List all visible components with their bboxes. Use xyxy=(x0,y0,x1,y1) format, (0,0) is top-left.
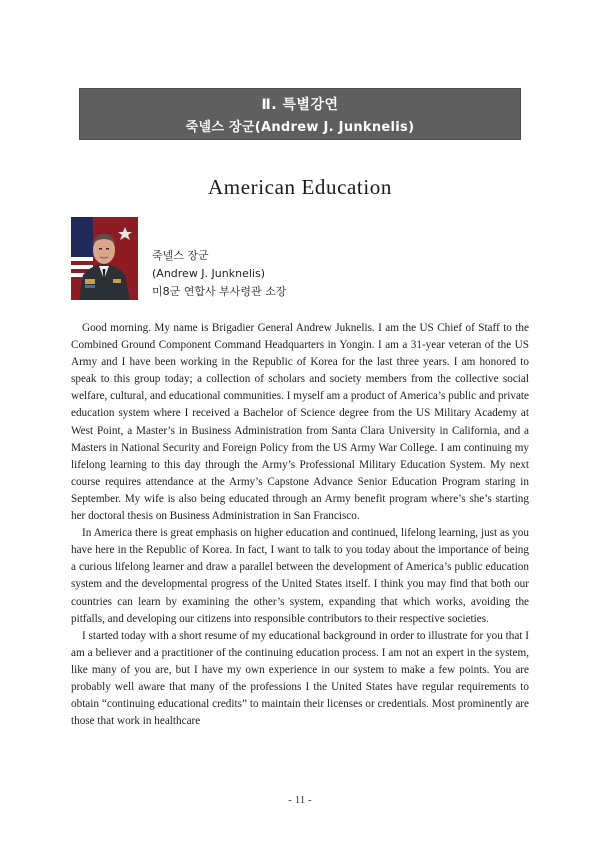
section-header xyxy=(79,88,521,140)
page-number: - 11 - xyxy=(288,794,312,806)
section-title: Ⅱ. 특별강연 xyxy=(261,97,339,113)
speaker-name-korean: 죽넬스 장군 xyxy=(152,249,209,262)
speaker-heading: 죽넬스 장군(Andrew J. Junknelis) xyxy=(185,120,415,135)
speaker-position: 미8군 연합사 부사령관 소장 xyxy=(152,285,287,298)
speaker-portrait xyxy=(71,217,138,300)
speaker-name-english: (Andrew J. Junknelis) xyxy=(152,267,265,280)
paragraph: In America there is great emphasis on higher education and continued, lifelong learning, just as you have here in the Republic of Korea. In fact, I want to talk to you today about the importance of being a curious lifelong learner and draw a parallel between the development of America’s public education system and the developmental progress of the United States itself. I think you may find that both our countries can learn by examining the other’s system, expanding that which works, avoiding the pitfalls, and developing our citizens into responsible contributors to their respective societies. xyxy=(71,527,529,625)
paragraph: Good morning. My name is Brigadier General Andrew Juknelis. I am the US Chief of Staff to the Combined Ground Component Command Headquarters in Yongin. I am a 31-year veteran of the US Army and I have been working in the Republic of Korea for the last three years. I am honored to speak to this group today; a collection of scholars and society members from the collective social welfare, cultural, and educational communities. I myself am a product of America’s public and private education system where I received a Bachelor of Science degree from the US Military Academy at West Point, a Master’s in Business Administration from Santa Clara University in California, and a Masters in National Security and Foreign Policy from the US Army War College. I am continuing my lifelong learning to this day through the Army’s Professional Military Education System. My next course requires attendance at the Army’s Capstone Advance Senior Education Program staring in September. My wife is also being educated through an Army benefit program where’s she’s starting her doctoral thesis on Business Administration in San Francisco. xyxy=(71,322,529,523)
paragraph: I started today with a short resume of my educational background in order to illustrate for you that I am a believer and a practitioner of the continuing education process. I am not an expert in the system, like many of you are, but I have my own experience in our system to make a few points. You are probably well aware that many of the professions I the United States have regular requirements to obtain “continuing educational credits” to maintain their licenses or credentials. Most prominently are those that work in healthcare xyxy=(71,629,529,728)
article-title: American Education xyxy=(208,175,392,199)
portrait-image xyxy=(71,217,138,300)
speaker-info xyxy=(152,247,286,301)
article-body xyxy=(71,320,529,730)
